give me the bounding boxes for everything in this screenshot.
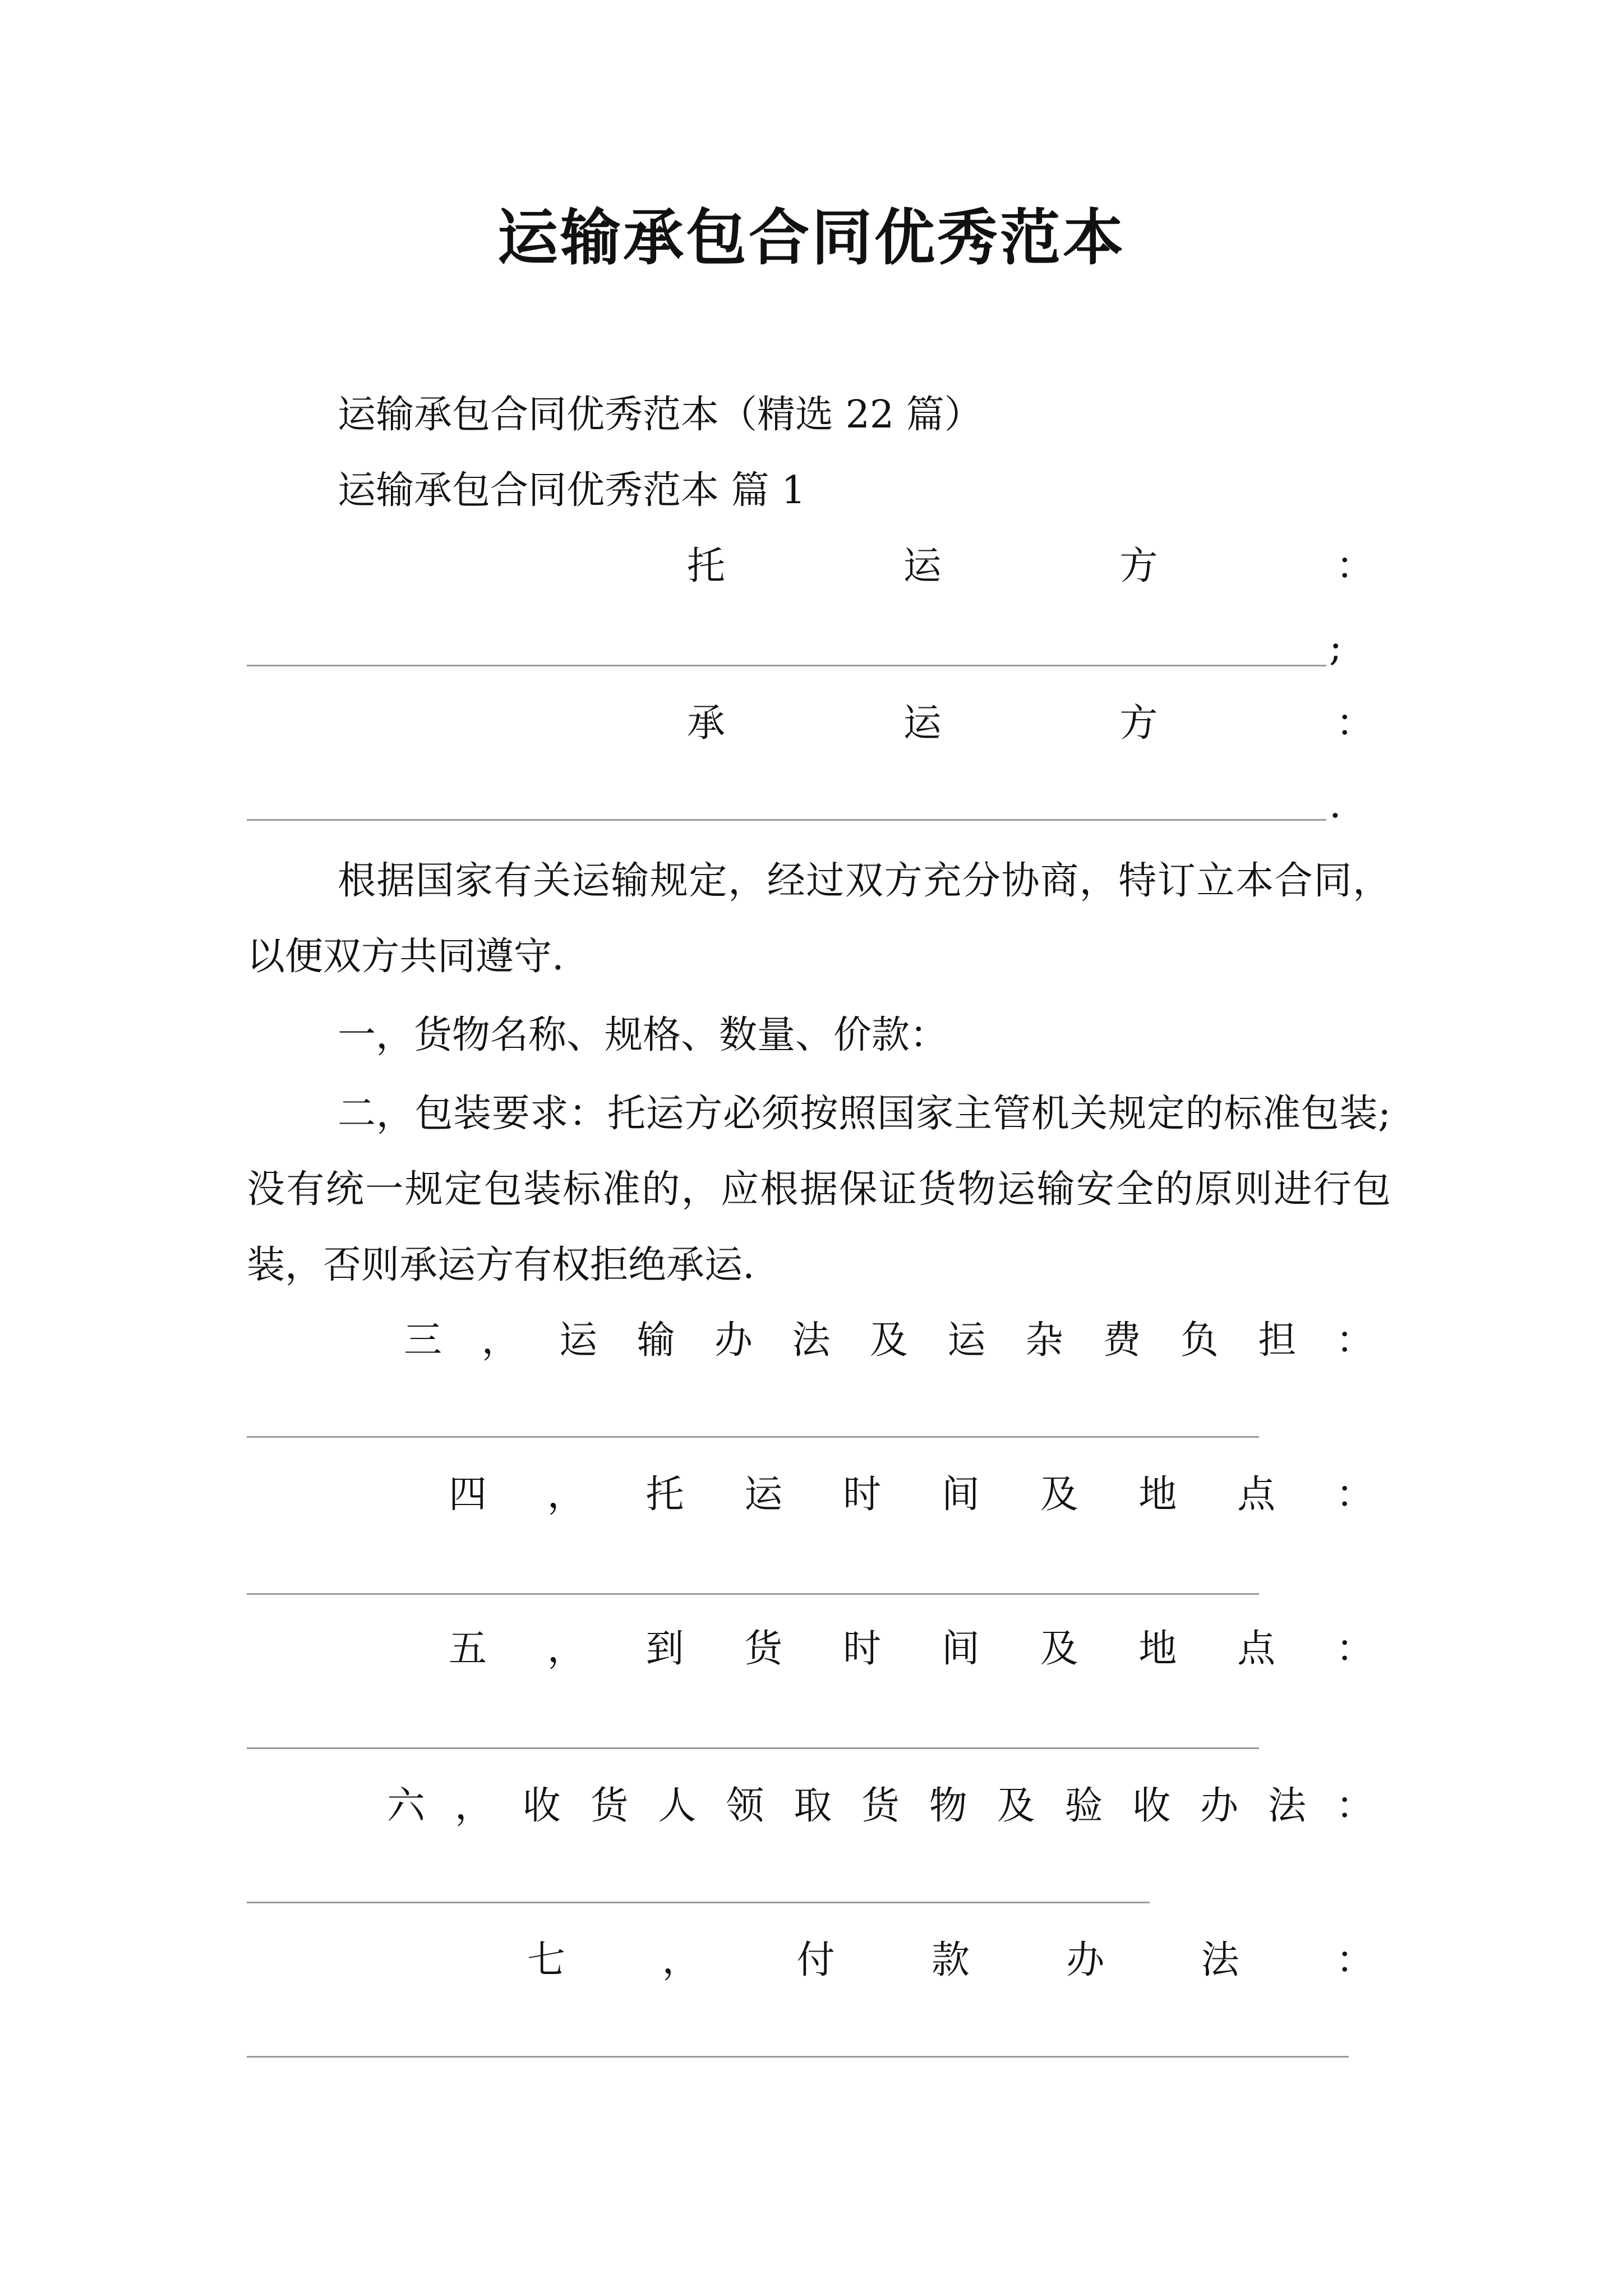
clause-7-heading: 七 ， 付 款 办 法 ： xyxy=(527,1938,1374,1982)
carrier-blank-line xyxy=(247,819,1326,821)
clause-5-heading: 五 ， 到 货 时 间 及 地 点 ： xyxy=(449,1627,1374,1671)
section-heading: 运输承包合同优秀范本 篇 1 xyxy=(338,468,806,513)
clause-5-blank-line xyxy=(247,1747,1259,1749)
clause-7-blank-line xyxy=(247,2056,1349,2058)
clause-4-blank-line xyxy=(247,1593,1259,1595)
carrier-line-end: . xyxy=(1329,783,1341,827)
shipper-blank-line xyxy=(247,665,1326,666)
document-subtitle: 运输承包合同优秀范本（精选 22 篇） xyxy=(338,393,983,437)
clause-4-heading: 四 ， 托 运 时 间 及 地 点 ： xyxy=(449,1473,1374,1517)
clause-1: 一，货物名称、规格、数量、价款： xyxy=(338,1013,948,1057)
carrier-label: 承 运 方 ： xyxy=(687,701,1374,746)
clause-3-blank-line xyxy=(247,1436,1259,1438)
document-title: 运输承包合同优秀范本 xyxy=(497,203,1126,273)
intro-paragraph: 根据国家有关运输规定，经过双方充分协商，特订立本合同，以便双方共同遵守. xyxy=(247,859,1391,979)
clause-3-heading: 三 ， 运 输 办 法 及 运 杂 费 负 担 ： xyxy=(404,1318,1374,1363)
shipper-line-end: ; xyxy=(1329,625,1342,670)
shipper-label: 托 运 方 ： xyxy=(687,544,1374,588)
clause-2: 二，包装要求：托运方必须按照国家主管机关规定的标准包装;没有统一规定包装标准的，应根据保证货物运输安全的原则进行包装，否则承运方有权拒绝承运. xyxy=(247,1092,1391,1287)
clause-6-blank-line xyxy=(247,1902,1150,1903)
clause-6-heading: 六 ， 收 货 人 领 取 货 物 及 验 收 办 法 ： xyxy=(387,1784,1374,1828)
